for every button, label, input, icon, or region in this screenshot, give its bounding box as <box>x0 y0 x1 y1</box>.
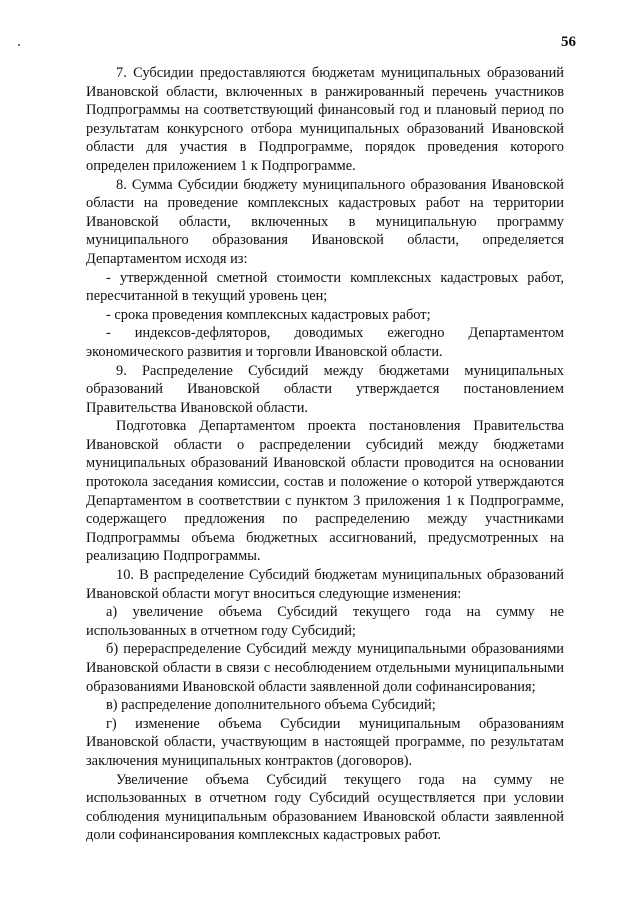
list-item-a: а) увеличение объема Субсидий текущего года на сумму не использованных в отчетном году Субсидий; <box>86 604 564 639</box>
list-item: - утвержденной сметной стоимости комплексных кадастровых работ, пересчитанной в текущий уровень цен; <box>86 269 564 305</box>
scan-artifact <box>18 44 20 46</box>
paragraph-8: 8. Сумма Субсидии бюджету муниципального образования Ивановской области на проведение комплексных кадастровых работ на территории Ивановской области, включенных в муниципальную программу муниципального образования Ивановской области, определяется Департаментом исходя из: <box>86 176 564 267</box>
document-body <box>86 64 564 845</box>
list-item: - индексов-дефляторов, доводимых ежегодно Департаментом экономического развития и торговли Ивановской области. <box>86 325 564 360</box>
list-item-v: в) распределение дополнительного объема Субсидий; <box>106 697 436 714</box>
list-item-b: б) перераспределение Субсидий между муниципальными образованиями Ивановской области в связи с несоблюдением отдельными муниципальными образованиями Ивановской области заявленной доли софинансирования; <box>86 641 564 695</box>
paragraph-7: 7. Субсидии предоставляются бюджетам муниципальных образований Ивановской области, включенных в ранжированный перечень участников Подпрограммы на соответствующий финансовый год и плановый период по результатам конкурсного отбора муниципальных образований Ивановской области для участия в Подпрограмме, порядок проведения которого определен приложением 1 к Подпрограмме. <box>86 65 564 174</box>
list-item-g: г) изменение объема Субсидии муниципальным образованиям Ивановской области, участвующим в настоящей программе, по результатам заключения муниципальных контрактов (договоров). <box>86 715 564 769</box>
paragraph-10: 10. В распределение Субсидий бюджетам муниципальных образований Ивановской области могут вноситься следующие изменения: <box>86 567 564 602</box>
paragraph-increase: Увеличение объема Субсидий текущего года на сумму не использованных в отчетном году Субсидий осуществляется при условии соблюдения муниципальным образованием Ивановской области заявленной доли софинансирования комплексных кадастровых работ. <box>86 771 564 844</box>
list-item: - срока проведения комплексных кадастровых работ; <box>106 306 431 323</box>
paragraph-preparation: Подготовка Департаментом проекта постановления Правительства Ивановской области о распределении субсидий между бюджетами муниципальных образований Ивановской области проводится на основании протокола заседания комиссии, состав и положение о которой утверждаются Департаментом в соответствии с пунктом 3 приложения 1 к Подпрограмме, содержащего предложения по распределению между участниками Подпрограммы объема бюджетных ассигнований, предусмотренных на реализацию Подпрограммы. <box>86 418 564 565</box>
page-number: 56 <box>561 34 576 50</box>
paragraph-9: 9. Распределение Субсидий между бюджетами муниципальных образований Ивановской области утверждается постановлением Правительства Ивановской области. <box>86 362 564 416</box>
